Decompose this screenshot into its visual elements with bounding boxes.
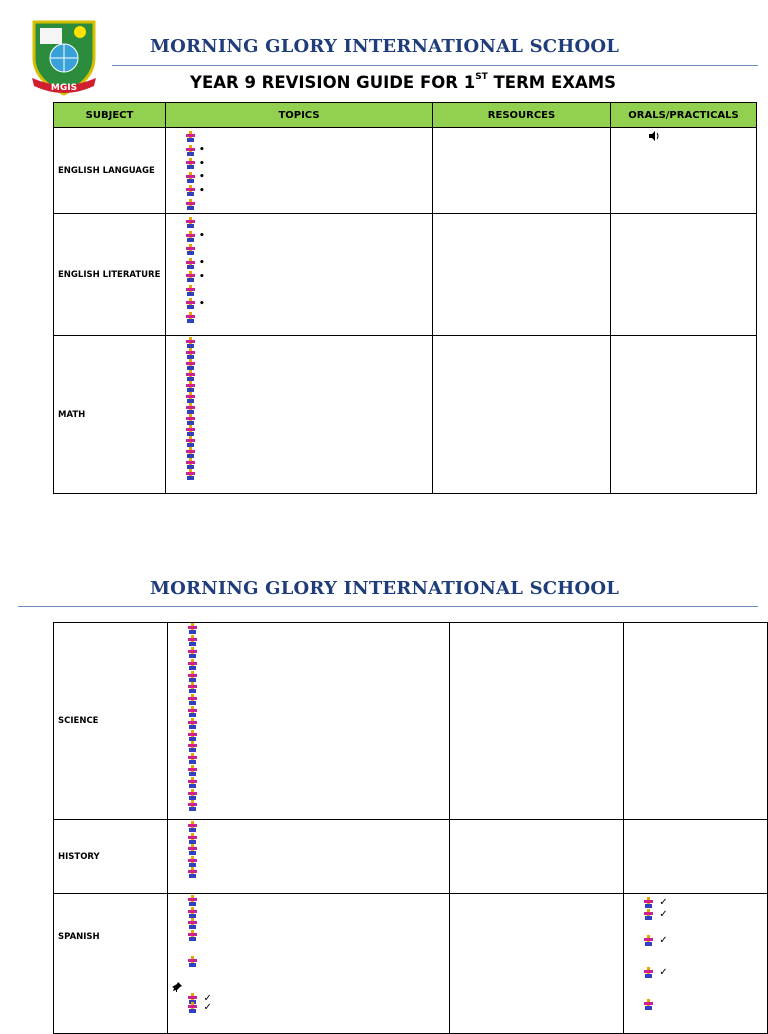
bullet-icon: [188, 1002, 197, 1013]
bullet-icon: [188, 930, 197, 941]
topics-cell: [166, 336, 433, 494]
bullet-icon: [188, 706, 197, 717]
svg-text:MGIS: MGIS: [50, 83, 78, 93]
revision-table-page1: [53, 102, 757, 494]
bullet-icon: [186, 217, 195, 228]
bullet-icon: [186, 244, 195, 255]
bullet-icon: [186, 298, 195, 309]
subject-science: SCIENCE: [54, 623, 168, 820]
bullet-icon: [186, 145, 195, 156]
bullet-icon: [186, 425, 195, 436]
bullet-icon: [188, 856, 197, 867]
bullet-icon: [186, 469, 195, 480]
bullet-icon: [188, 789, 197, 800]
revision-table-page2: [53, 622, 768, 1034]
speaker-icon: [649, 131, 661, 141]
bullet-icon: [186, 158, 195, 169]
bullet-icon: [186, 285, 195, 296]
header-rule-page2: [18, 606, 758, 607]
bullet-icon: [188, 659, 197, 670]
topics-cell: • • • •: [166, 214, 433, 336]
bullet-icon: [186, 436, 195, 447]
bullet-icon: [186, 185, 195, 196]
bullet-icon: [186, 199, 195, 210]
bullet-icon: [186, 458, 195, 469]
school-name-header: MORNING GLORY INTERNATIONAL SCHOOL: [150, 36, 620, 57]
topics-cell: [168, 894, 450, 1034]
resources-cell: [450, 820, 624, 894]
bullet-icon: [186, 403, 195, 414]
col-subject: SUBJECT: [54, 103, 166, 128]
col-topics: TOPICS: [166, 103, 433, 128]
subject-english-language: ENGLISH LANGUAGE: [54, 128, 166, 214]
subject-spanish: SPANISH: [54, 894, 168, 1034]
bullet-icon: [188, 730, 197, 741]
bullet-icon: [188, 800, 197, 811]
topics-cell: • • • •: [166, 128, 433, 214]
bullet-icon: [188, 635, 197, 646]
bullet-icon: [186, 348, 195, 359]
bullet-icon: [644, 897, 653, 908]
check-mark: ✓: [203, 1001, 212, 1013]
col-orals: ORALS/PRACTICALS: [611, 103, 757, 128]
resources-cell: [433, 128, 611, 214]
bullet-icon: [186, 392, 195, 403]
check-mark: ✓: [659, 966, 668, 978]
bullet-icon: [186, 359, 195, 370]
resources-cell: [450, 894, 624, 1034]
bullet-icon: [644, 909, 653, 920]
bullet-icon: [188, 867, 197, 878]
bullet-icon: [188, 741, 197, 752]
orals-cell: [611, 214, 757, 336]
header-rule: [112, 65, 758, 66]
check-mark: ✓: [659, 934, 668, 946]
school-logo: [28, 18, 100, 98]
bullet-icon: [188, 821, 197, 832]
bullet-icon: [186, 370, 195, 381]
resources-cell: [433, 336, 611, 494]
subject-english-literature: ENGLISH LITERATURE: [54, 214, 166, 336]
check-mark: ✓: [659, 896, 668, 908]
bullet-icon: [188, 694, 197, 705]
orals-cell: [624, 623, 768, 820]
subject-math: MATH: [54, 336, 166, 494]
bullet-icon: [188, 671, 197, 682]
resources-cell: [450, 623, 624, 820]
school-name-header-page2: MORNING GLORY INTERNATIONAL SCHOOL: [150, 578, 620, 599]
bullet-icon: [188, 907, 197, 918]
bullet-icon: [186, 131, 195, 142]
topics-cell: [168, 820, 450, 894]
bullet-icon: [188, 918, 197, 929]
bullet-icon: [188, 844, 197, 855]
bullet-icon: [186, 312, 195, 323]
bullet-icon: [188, 623, 197, 634]
bullet-icon: [644, 999, 653, 1010]
bullet-icon: [188, 718, 197, 729]
pushpin-icon: [172, 982, 182, 992]
resources-cell: [433, 214, 611, 336]
bullet-icon: [186, 381, 195, 392]
bullet-icon: [644, 967, 653, 978]
bullet-icon: [186, 172, 195, 183]
subject-history: HISTORY: [54, 820, 168, 894]
guide-title: YEAR 9 REVISION GUIDE FOR 1ST TERM EXAMS: [190, 72, 617, 92]
bullet-icon: [188, 753, 197, 764]
orals-cell: [624, 894, 768, 1034]
check-mark: ✓: [203, 992, 212, 1004]
bullet-icon: [188, 833, 197, 844]
bullet-icon: [644, 935, 653, 946]
check-mark: ✓: [659, 908, 668, 920]
bullet-icon: [188, 777, 197, 788]
bullet-icon: [186, 447, 195, 458]
bullet-icon: [188, 682, 197, 693]
bullet-icon: [186, 258, 195, 269]
orals-cell: [624, 820, 768, 894]
col-resources: RESOURCES: [433, 103, 611, 128]
bullet-icon: [186, 337, 195, 348]
topics-cell: [168, 623, 450, 820]
bullet-icon: [188, 647, 197, 658]
bullet-icon: [188, 956, 197, 967]
bullet-icon: [186, 231, 195, 242]
bullet-icon: [186, 414, 195, 425]
bullet-icon: [188, 765, 197, 776]
orals-cell: [611, 128, 757, 214]
bullet-icon: [188, 895, 197, 906]
bullet-icon: [186, 271, 195, 282]
orals-cell: [611, 336, 757, 494]
